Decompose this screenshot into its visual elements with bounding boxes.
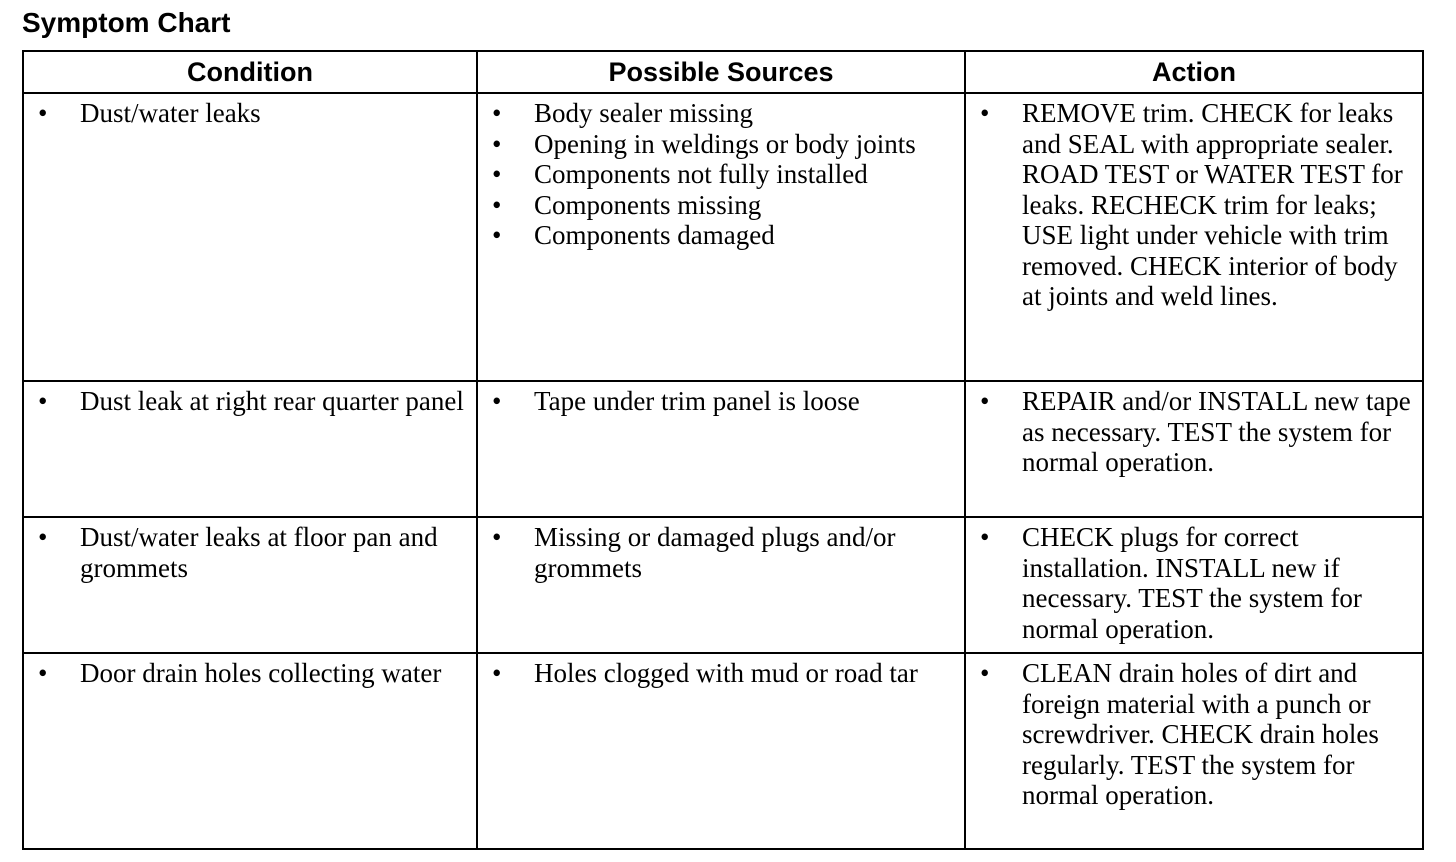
condition-cell [23, 93, 477, 381]
list-item [478, 220, 956, 251]
list-item [478, 159, 956, 190]
list-item [478, 658, 956, 689]
bullet-icon: • [492, 220, 502, 250]
symptom-chart-table [22, 50, 1424, 850]
bullet-list [966, 98, 1414, 312]
sources-cell [477, 381, 965, 517]
bullet-icon: • [38, 386, 48, 416]
bullet-list [24, 386, 468, 417]
bullet-list [24, 98, 468, 129]
table-row [23, 381, 1423, 517]
condition-cell [23, 653, 477, 849]
table-row [23, 653, 1423, 849]
bullet-list [24, 522, 468, 583]
bullet-icon: • [980, 658, 990, 688]
header-row [23, 51, 1423, 93]
list-item-text: Holes clogged with mud or road tar [534, 658, 918, 688]
sources-cell [477, 93, 965, 381]
list-item-text: REPAIR and/or INSTALL new tape as necessary. TEST the system for normal operation. [1022, 386, 1411, 477]
bullet-icon: • [492, 522, 502, 552]
list-item-text: Missing or damaged plugs and/or grommets [534, 522, 896, 583]
bullet-list [478, 98, 956, 251]
bullet-icon: • [492, 98, 502, 128]
bullet-icon: • [492, 189, 502, 220]
header-possible-sources: Possible Sources [477, 51, 965, 93]
list-item [966, 522, 1414, 644]
list-item [966, 386, 1414, 478]
bullet-icon: • [492, 128, 502, 159]
list-item-text: Dust/water leaks [80, 98, 261, 128]
bullet-list [478, 386, 956, 417]
bullet-icon: • [492, 658, 502, 688]
list-item [966, 98, 1414, 312]
bullet-icon: • [38, 522, 48, 552]
list-item [24, 522, 468, 583]
condition-cell [23, 517, 477, 653]
bullet-icon: • [980, 98, 990, 128]
bullet-list [966, 522, 1414, 644]
list-item [24, 98, 468, 129]
list-item-text: Components not fully installed [534, 159, 868, 189]
header-action: Action [965, 51, 1423, 93]
list-item [478, 386, 956, 417]
list-item [478, 522, 956, 583]
sources-cell [477, 517, 965, 653]
list-item-text: Door drain holes collecting water [80, 658, 442, 688]
list-item-text: CHECK plugs for correct installation. INSTALL new if necessary. TEST the system for normal operation. [1022, 522, 1362, 644]
bullet-icon: • [38, 658, 48, 688]
table-row [23, 93, 1423, 381]
list-item-text: Dust/water leaks at floor pan and grommets [80, 522, 438, 583]
list-item-text: Components missing [534, 189, 762, 220]
list-item-text: CLEAN drain holes of dirt and foreign material with a punch or screwdriver. CHECK drain holes regularly. TEST the system for normal operation. [1022, 658, 1379, 810]
bullet-icon: • [492, 386, 502, 416]
list-item [24, 658, 468, 689]
list-item [24, 386, 468, 417]
condition-cell [23, 381, 477, 517]
list-item [478, 129, 956, 160]
table-row [23, 517, 1423, 653]
list-item-text: Tape under trim panel is loose [534, 386, 860, 416]
action-cell [965, 381, 1423, 517]
bullet-list [24, 658, 468, 689]
bullet-icon: • [492, 159, 502, 189]
bullet-icon: • [980, 522, 990, 552]
sources-cell [477, 653, 965, 849]
bullet-list [478, 522, 956, 583]
action-cell [965, 93, 1423, 381]
page-title: Symptom Chart [22, 7, 231, 38]
list-item-text: REMOVE trim. CHECK for leaks and SEAL with appropriate sealer. ROAD TEST or WATER TEST for leaks. RECHECK trim for leaks; USE light under vehicle with trim removed. CHECK interior of body at joints and weld lines. [1022, 98, 1403, 311]
list-item [966, 658, 1414, 811]
list-item-text: Opening in weldings or body joints [534, 128, 916, 159]
list-item-text: Components damaged [534, 220, 775, 250]
list-item-text: Body sealer missing [534, 98, 753, 128]
bullet-icon: • [980, 386, 990, 416]
bullet-list [478, 658, 956, 689]
bullet-icon: • [38, 98, 48, 128]
list-item [478, 98, 956, 129]
list-item [478, 190, 956, 221]
action-cell [965, 653, 1423, 849]
bullet-list [966, 386, 1414, 478]
action-cell [965, 517, 1423, 653]
list-item-text: Dust leak at right rear quarter panel [80, 386, 464, 416]
header-condition: Condition [23, 51, 477, 93]
bullet-list [966, 658, 1414, 811]
